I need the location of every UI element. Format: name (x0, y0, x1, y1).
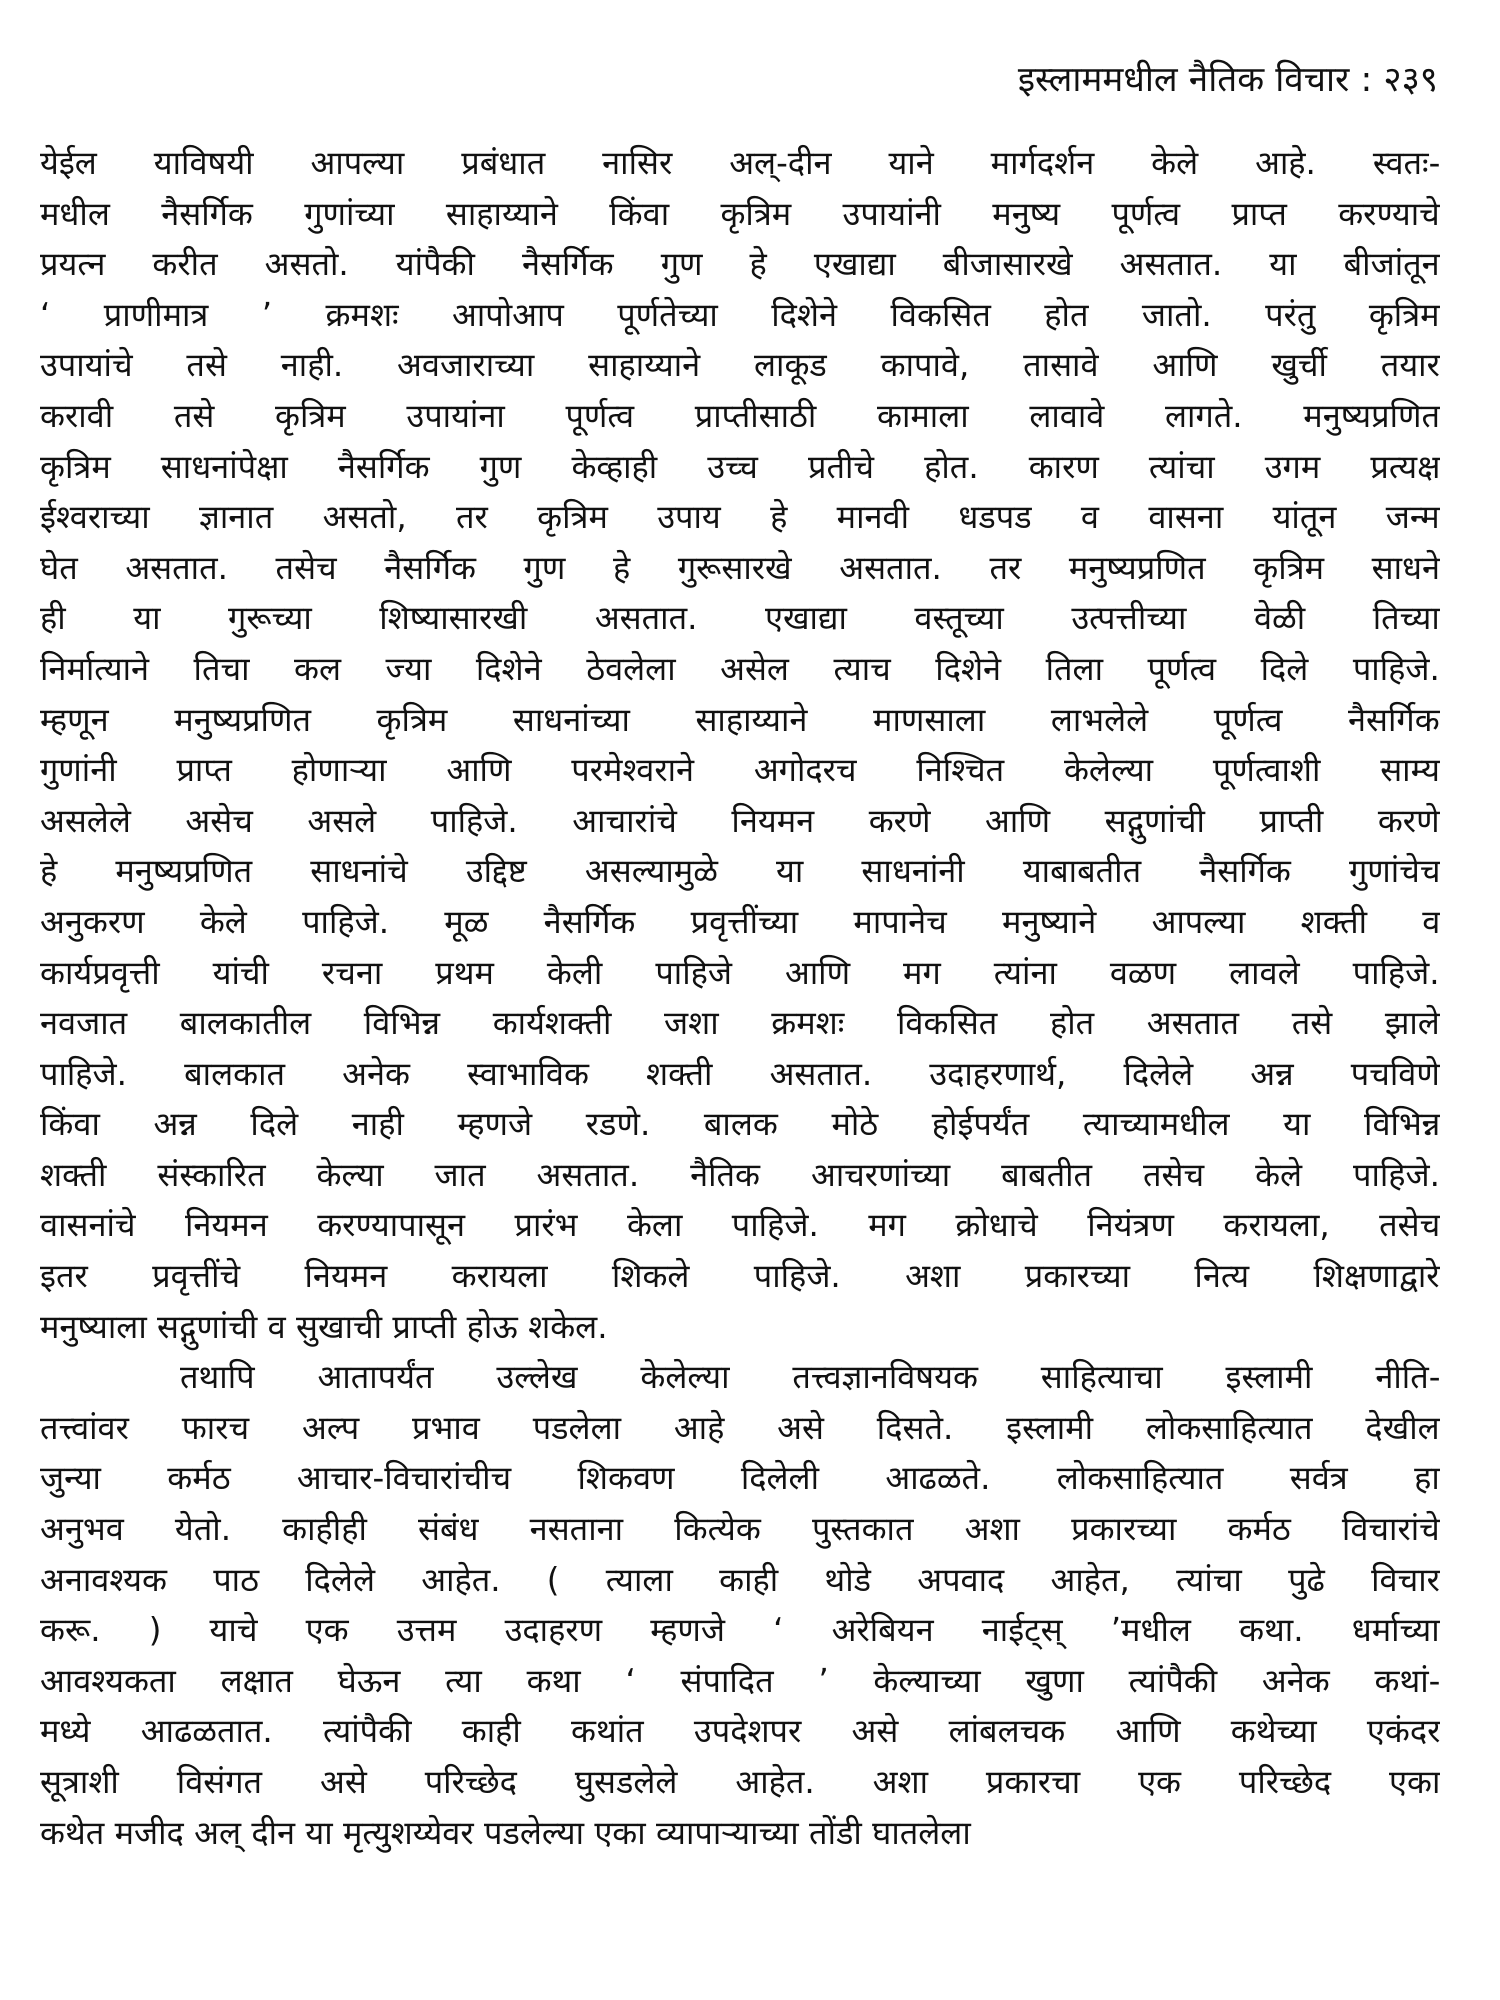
text-line: अनुभव येतो. काहीही संबंध नसताना कित्येक पुस्तकात अशा प्रकारच्या कर्मठ विचारांचे (40, 1510, 1440, 1549)
text-line: आवश्यकता लक्षात घेऊन त्या कथा ‘ संपादित ’ केल्याच्या खुणा त्यांपैकी अनेक कथां- (40, 1661, 1440, 1700)
text-line: म्हणून मनुष्यप्रणित कृत्रिम साधनांच्या साहाय्याने माणसाला लाभलेले पूर्णत्व नैसर्गिक (40, 700, 1440, 739)
text-line: शक्ती संस्कारित केल्या जात असतात. नैतिक आचरणांच्या बाबतीत तसेच केले पाहिजे. (40, 1155, 1440, 1194)
paragraph (40, 138, 1440, 1352)
text-line: अनावश्यक पाठ दिलेले आहेत. ( त्याला काही थोडे अपवाद आहेत, त्यांचा पुढे विचार (40, 1560, 1440, 1599)
text-line: करावी तसे कृत्रिम उपायांना पूर्णत्व प्राप्तीसाठी कामाला लावावे लागते. मनुष्यप्रणित (40, 396, 1440, 435)
text-line: करू. ) याचे एक उत्तम उदाहरण म्हणजे ‘ अरेबियन नाईट्स् ’मधील कथा. धर्माच्या (40, 1611, 1440, 1650)
text-line: हे मनुष्यप्रणित साधनांचे उद्दिष्ट असल्यामुळे या साधनांनी याबाबतीत नैसर्गिक गुणांचेच (40, 852, 1440, 891)
running-header: इस्लाममधील नैतिक विचार : २३९ (1017, 60, 1438, 100)
text-line: मधील नैसर्गिक गुणांच्या साहाय्याने किंवा कृत्रिम उपायांनी मनुष्य पूर्णत्व प्राप्त करण्याचे (40, 194, 1440, 233)
text-line: सूत्राशी विसंगत असे परिच्छेद घुसडलेले आहेत. अशा प्रकारचा एक परिच्छेद एका (40, 1763, 1440, 1801)
text-line: कथेत मजीद अल् दीन या मृत्युशय्येवर पडलेल्या एका व्यापाऱ्याच्या तोंडी घातलेला (40, 1813, 971, 1852)
text-line: जुन्या कर्मठ आचार-विचारांचीच शिकवण दिलेली आढळते. लोकसाहित्यात सर्वत्र हा (40, 1459, 1440, 1498)
text-line: कृत्रिम साधनांपेक्षा नैसर्गिक गुण केव्हाही उच्च प्रतीचे होत. कारण त्यांचा उगम प्रत्यक्ष (40, 447, 1440, 486)
text-line: ‘ प्राणीमात्र ’ क्रमशः आपोआप पूर्णतेच्या दिशेने विकसित होत जातो. परंतु कृत्रिम (40, 295, 1440, 334)
text-line: तत्त्वांवर फारच अल्प प्रभाव पडलेला आहे असे दिसते. इस्लामी लोकसाहित्यात देखील (40, 1408, 1440, 1447)
text-line: घेत असतात. तसेच नैसर्गिक गुण हे गुरूसारखे असतात. तर मनुष्यप्रणित कृत्रिम साधने (40, 548, 1440, 587)
text-line: अनुकरण केले पाहिजे. मूळ नैसर्गिक प्रवृत्तींच्या मापानेच मनुष्याने आपल्या शक्ती व (40, 902, 1440, 941)
text-line: ही या गुरूच्या शिष्यासारखी असतात. एखाद्या वस्तूच्या उत्पत्तीच्या वेळी तिच्या (40, 599, 1440, 638)
text-line: मनुष्याला सद्गुणांची व सुखाची प्राप्ती होऊ शकेल. (40, 1307, 608, 1346)
text-line: निर्मात्याने तिचा कल ज्या दिशेने ठेवलेला असेल त्याच दिशेने तिला पूर्णत्व दिले पाहिजे. (40, 649, 1440, 688)
text-line: वासनांचे नियमन करण्यापासून प्रारंभ केला पाहिजे. मग क्रोधाचे नियंत्रण करायला, तसेच (40, 1206, 1440, 1245)
paragraph (40, 1352, 1440, 1858)
text-line: पाहिजे. बालकात अनेक स्वाभाविक शक्ती असतात. उदाहरणार्थ, दिलेले अन्न पचविणे (40, 1054, 1440, 1093)
text-line: नवजात बालकातील विभिन्न कार्यशक्ती जशा क्रमशः विकसित होत असतात तसे झाले (40, 1004, 1440, 1043)
text-line: कार्यप्रवृत्ती यांची रचना प्रथम केली पाहिजे आणि मग त्यांना वळण लावले पाहिजे. (40, 953, 1440, 992)
text-line: तथापि आतापर्यंत उल्लेख केलेल्या तत्त्वज्ञानविषयक साहित्याचा इस्लामी नीति- (180, 1358, 1440, 1397)
text-line: इतर प्रवृत्तींचे नियमन करायला शिकले पाहिजे. अशा प्रकारच्या नित्य शिक्षणाद्वारे (40, 1257, 1440, 1296)
text-line: येईल याविषयी आपल्या प्रबंधात नासिर अल्-दीन याने मार्गदर्शन केले आहे. स्वतः- (40, 144, 1440, 182)
text-line: गुणांनी प्राप्त होणाऱ्या आणि परमेश्वराने अगोदरच निश्चित केलेल्या पूर्णत्वाशी साम्य (40, 751, 1440, 790)
text-line: किंवा अन्न दिले नाही म्हणजे रडणे. बालक मोठे होईपर्यंत त्याच्यामधील या विभिन्न (40, 1105, 1440, 1144)
text-line: प्रयत्न करीत असतो. यांपैकी नैसर्गिक गुण हे एखाद्या बीजासारखे असतात. या बीजांतून (40, 245, 1440, 284)
text-line: उपायांचे तसे नाही. अवजाराच्या साहाय्याने लाकूड कापावे, तासावे आणि खुर्ची तयार (40, 346, 1440, 385)
text-line: मध्ये आढळतात. त्यांपैकी काही कथांत उपदेशपर असे लांबलचक आणि कथेच्या एकंदर (40, 1712, 1440, 1751)
body-text (40, 138, 1440, 1858)
text-line: असलेले असेच असले पाहिजे. आचारांचे नियमन करणे आणि सद्गुणांची प्राप्ती करणे (40, 801, 1440, 840)
text-line: ईश्वराच्या ज्ञानात असतो, तर कृत्रिम उपाय हे मानवी धडपड व वासना यांतून जन्म (40, 498, 1440, 537)
